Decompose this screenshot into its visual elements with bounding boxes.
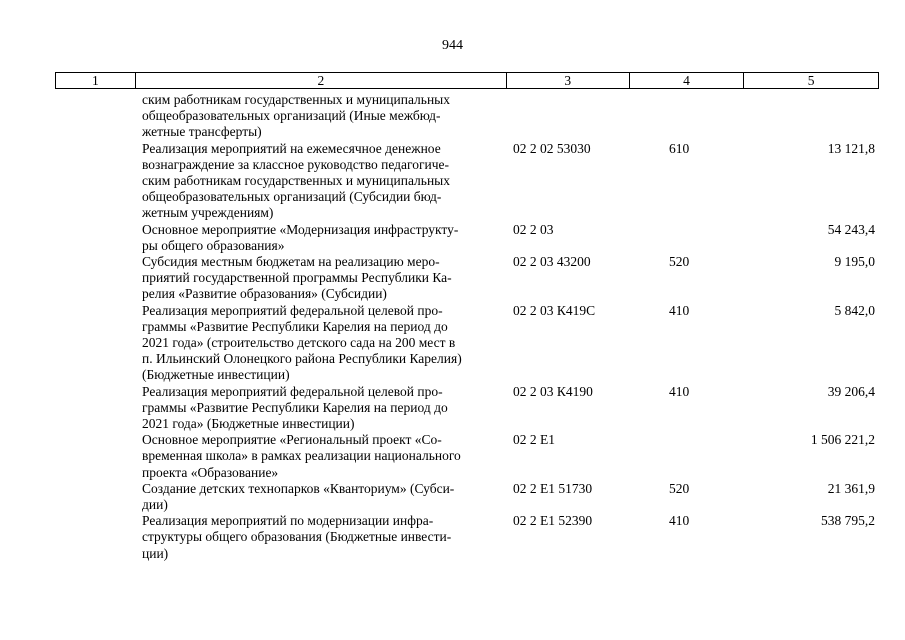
- row-amount: 1 506 221,2: [810, 432, 875, 448]
- row-name: Субсидия местным бюджетам на реализацию меро- приятий государственной программы Республики Ка- релия «Развитие образования» (Субсидии): [142, 254, 452, 302]
- table-row: [55, 432, 879, 481]
- row-blank-cell: [55, 303, 135, 384]
- row-name: Реализация мероприятий по модернизации инфра- структуры общего образования (Бюджетные инвести- ции): [142, 513, 452, 561]
- row-code: 02 2 E1: [513, 432, 555, 448]
- row-amount: 5 842,0: [834, 302, 875, 318]
- row-type: [630, 222, 745, 254]
- row-type: 610: [669, 140, 690, 156]
- row-code: 02 2 03 К419С: [513, 302, 596, 318]
- row-code: [507, 92, 630, 141]
- table-row: [55, 384, 879, 433]
- row-name: ским работникам государственных и муниципальных общеобразовательных организаций (Иные межбюд- жетные трансферты): [142, 92, 450, 140]
- row-blank-cell: [55, 432, 135, 481]
- row-name: Реализация мероприятий федеральной целевой про- граммы «Развитие Республики Карелия на период до 2021 года» (Бюджетные инвестиции): [142, 383, 448, 432]
- row-type: 520: [669, 254, 690, 270]
- row-amount: 13 121,8: [827, 140, 875, 156]
- row-blank-cell: [55, 481, 135, 513]
- table-row: [55, 254, 879, 303]
- column-header-1: 1: [56, 73, 136, 88]
- column-header-5: 5: [807, 73, 815, 88]
- table-row: [55, 92, 879, 141]
- column-header-2: 2: [136, 73, 507, 88]
- column-header-4: 4: [630, 73, 745, 88]
- table-row: [55, 222, 879, 254]
- row-blank-cell: [55, 141, 135, 222]
- row-type: 410: [669, 302, 690, 318]
- row-code: 02 2 E1 52390: [513, 513, 593, 529]
- row-blank-cell: [55, 513, 135, 562]
- row-code: 02 2 02 53030: [513, 140, 591, 156]
- row-code: 02 2 03 43200: [513, 254, 591, 270]
- row-amount: 538 795,2: [821, 513, 875, 529]
- row-name: Создание детских технопарков «Кванториум» (Субси- дии): [142, 480, 455, 513]
- row-amount: [745, 92, 879, 141]
- row-name: Реализация мероприятий федеральной целевой про- граммы «Развитие Республики Карелия на период до 2021 года» (строительство детского сада на 200 мест в п. Ильинский Олонецкого района Республики Карелия) (Бюджетные инвестиции): [142, 302, 462, 383]
- row-blank-cell: [55, 254, 135, 303]
- row-blank-cell: [55, 222, 135, 254]
- row-code: 02 2 03: [513, 221, 554, 237]
- row-code: 02 2 03 К4190: [513, 383, 593, 399]
- table-header: [55, 72, 879, 89]
- row-type: [630, 432, 745, 481]
- table-row: [55, 141, 879, 222]
- row-type: [630, 92, 745, 141]
- row-type: 410: [669, 513, 690, 529]
- table-row: [55, 303, 879, 384]
- row-type: 410: [669, 383, 690, 399]
- row-code: 02 2 E1 51730: [513, 480, 593, 496]
- row-type: 520: [669, 480, 690, 496]
- row-amount: 39 206,4: [827, 383, 875, 399]
- row-name: Основное мероприятие «Модернизация инфраструкту- ры общего образования»: [142, 221, 459, 253]
- row-name: Основное мероприятие «Региональный проект «Со- временная школа» в рамках реализации национального проекта «Образование»: [142, 432, 461, 480]
- row-blank-cell: [55, 92, 135, 141]
- row-blank-cell: [55, 384, 135, 433]
- row-amount: 9 195,0: [834, 254, 875, 270]
- table-body: [55, 92, 879, 562]
- row-name: Реализация мероприятий на ежемесячное денежное вознаграждение за классное руководство педагогиче- ским работникам государственных и муниципальных общеобразовательных организаций (Субсидии бюд- жетным учреждениям): [142, 140, 450, 221]
- row-amount: 54 243,4: [827, 221, 875, 237]
- page-number: 944: [442, 38, 463, 53]
- column-header-3: 3: [507, 73, 630, 88]
- table-row: [55, 481, 879, 513]
- table-row: [55, 513, 879, 562]
- row-amount: 21 361,9: [827, 480, 875, 496]
